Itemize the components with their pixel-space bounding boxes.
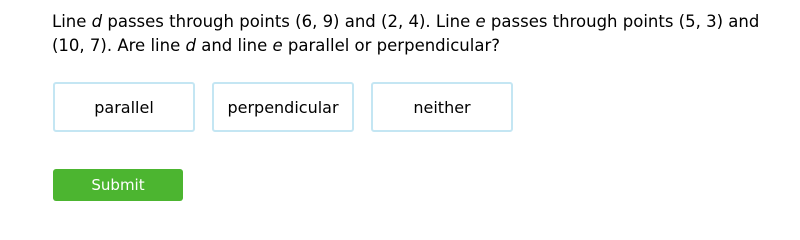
choice-parallel-button[interactable] (53, 82, 195, 132)
line-d-variable: d (91, 12, 103, 31)
line-d-variable: d (185, 36, 196, 55)
choice-label: neither (413, 97, 471, 117)
submit-button[interactable]: Submit (53, 169, 183, 201)
question-text-part: and line (195, 36, 273, 55)
choice-perpendicular-button[interactable] (212, 82, 354, 132)
choice-label: parallel (94, 97, 154, 117)
question-text (52, 10, 782, 58)
question-text-part: passes through points (5, 3) and (10, 7). Are line (52, 12, 760, 55)
question-text-part: passes through points (6, 9) and (2, 4). Line (102, 12, 476, 31)
choice-label: perpendicular (227, 97, 339, 117)
choice-neither-button[interactable] (371, 82, 513, 132)
question-text-part: parallel or perpendicular? (282, 36, 500, 55)
line-e-variable: e (475, 12, 486, 31)
line-e-variable: e (272, 36, 283, 55)
question-text-part: Line (52, 12, 92, 31)
